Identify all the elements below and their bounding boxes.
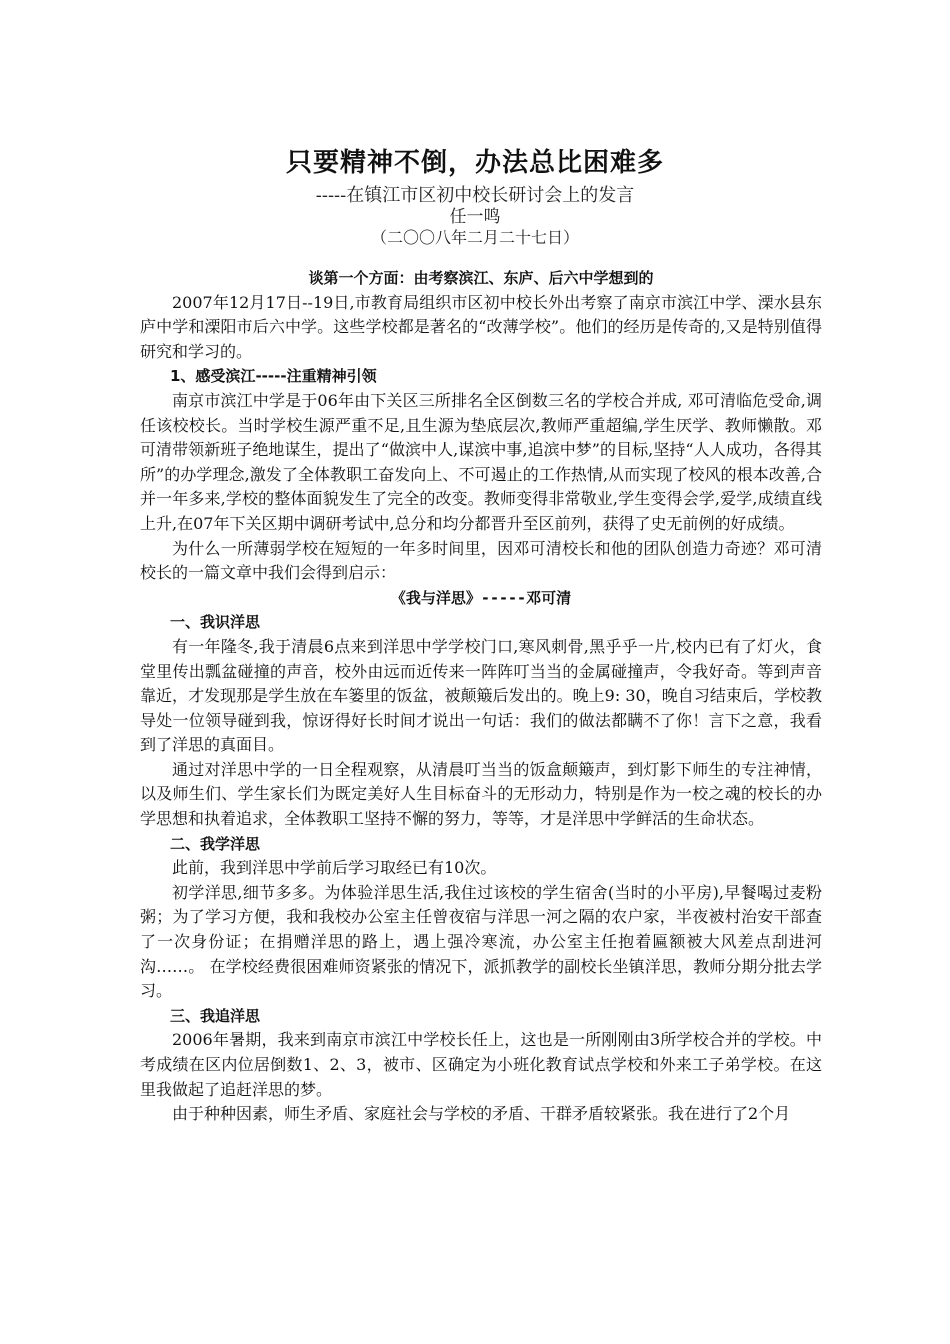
sub-heading: 1、感受滨江-----注重精神引领 (170, 367, 377, 386)
paragraph: 有一年隆冬,我于清晨6点来到洋思中学学校门口,寒风刺骨,黑乎乎一片,校内已有了灯火，食堂里传出瓢盆碰撞的声音，校外由远而近传来一阵阵叮当当的金属碰撞声，令我好奇。等到声音靠近，才发现那是学生放在车篓里的饭盆，被颠簸后发出的。晚上9: 30，晚自习结束后，学校教导处一位领导碰到我，惊讶得好长时间才说出一句话：我们的做法都瞒不了你！言下之意，我看到了洋思的真面目。 (140, 636, 822, 755)
paragraph: 由于种种因素，师生矛盾、家庭社会与学校的矛盾、干群矛盾较紧张。我在进行了2个月 (172, 1104, 791, 1124)
paragraph: 初学洋思,细节多多。为体验洋思生活,我住过该校的学生宿舍(当时的小平房),早餐喝过麦粉粥；为了学习方便，我和我校办公室主任曾夜宿与洋思一河之隔的农户家，半夜被村治安干部查了一次身份证；在捐赠洋思的路上，遇上强冷寒流，办公室主任抱着匾额被大风差点刮进河沟……。 在学校经费很困难师资紧张的情况下，派抓教学的副校长坐镇洋思，教师分期分批去学习。 (140, 882, 822, 1001)
section-heading: 谈第一个方面：由考察滨江、东庐、后六中学想到的 (308, 269, 654, 287)
sub-heading: 二、我学洋思 (170, 834, 261, 853)
paragraph: 此前，我到洋思中学前后学习取经已有10次。 (172, 858, 497, 878)
paragraph: 2007年12月17日--19日,市教育局组织市区初中校长外出考察了南京市滨江中学、溧水县东庐中学和溧阳市后六中学。这些学校都是著名的“改薄学校”。他们的经历是传奇的,又是特别值得研究和学习的。 (140, 292, 822, 361)
article-title: 《我与洋思》-----邓可清 (390, 588, 572, 607)
document-body (140, 266, 822, 1127)
paragraph: 通过对洋思中学的一日全程观察，从清晨叮当当的饭盒颠簸声，到灯影下师生的专注神情，以及师生们、学生家长们为既定美好人生目标奋斗的无形动力，特别是作为一校之魂的校长的办学思想和执着追求，全体教职工坚持不懈的努力，等等，才是洋思中学鲜活的生命状态。 (140, 759, 822, 829)
sub-heading: 三、我追洋思 (170, 1006, 261, 1025)
document-subtitle: -----在镇江市区初中校长研讨会上的发言 (315, 185, 635, 206)
document-date: （二〇〇八年二月二十七日） (370, 228, 579, 247)
paragraph: 为什么一所薄弱学校在短短的一年多时间里，因邓可清校长和他的团队创造力奇迹？邓可清校长的一篇文章中我们会得到启示： (140, 538, 822, 583)
paragraph: 南京市滨江中学是于06年由下关区三所排名全区倒数三名的学校合并成, 邓可清临危受命,调任该校校长。当时学校生源严重不足,且生源为垫底层次,教师严重超编,学生厌学、教师懒散。邓可清带领新班子绝地谋生，提出了“做滨中人,谋滨中事,追滨中梦”的目标,坚持“人人成功，各得其所”的办学理念,激发了全体教职工奋发向上、不可遏止的工作热情,从而实现了校风的根本改善,合并一年多来,学校的整体面貌发生了完全的改变。教师变得非常敬业,学生变得会学,爱学,成绩直线上升,在07年下关区期中调研考试中,总分和均分都晋升至区前列，获得了史无前例的好成绩。 (140, 390, 822, 533)
document-author: 任一鸣 (449, 207, 501, 227)
paragraph: 2006年暑期，我来到南京市滨江中学校长任上，这也是一所刚刚由3所学校合并的学校。中考成绩在区内位居倒数1、2、3，被市、区确定为小班化教育试点学校和外来工子弟学校。在这里我做起了追赶洋思的梦。 (140, 1030, 822, 1099)
sub-heading: 一、我识洋思 (170, 613, 261, 632)
document-title: 只要精神不倒，办法总比困难多 (285, 148, 664, 178)
